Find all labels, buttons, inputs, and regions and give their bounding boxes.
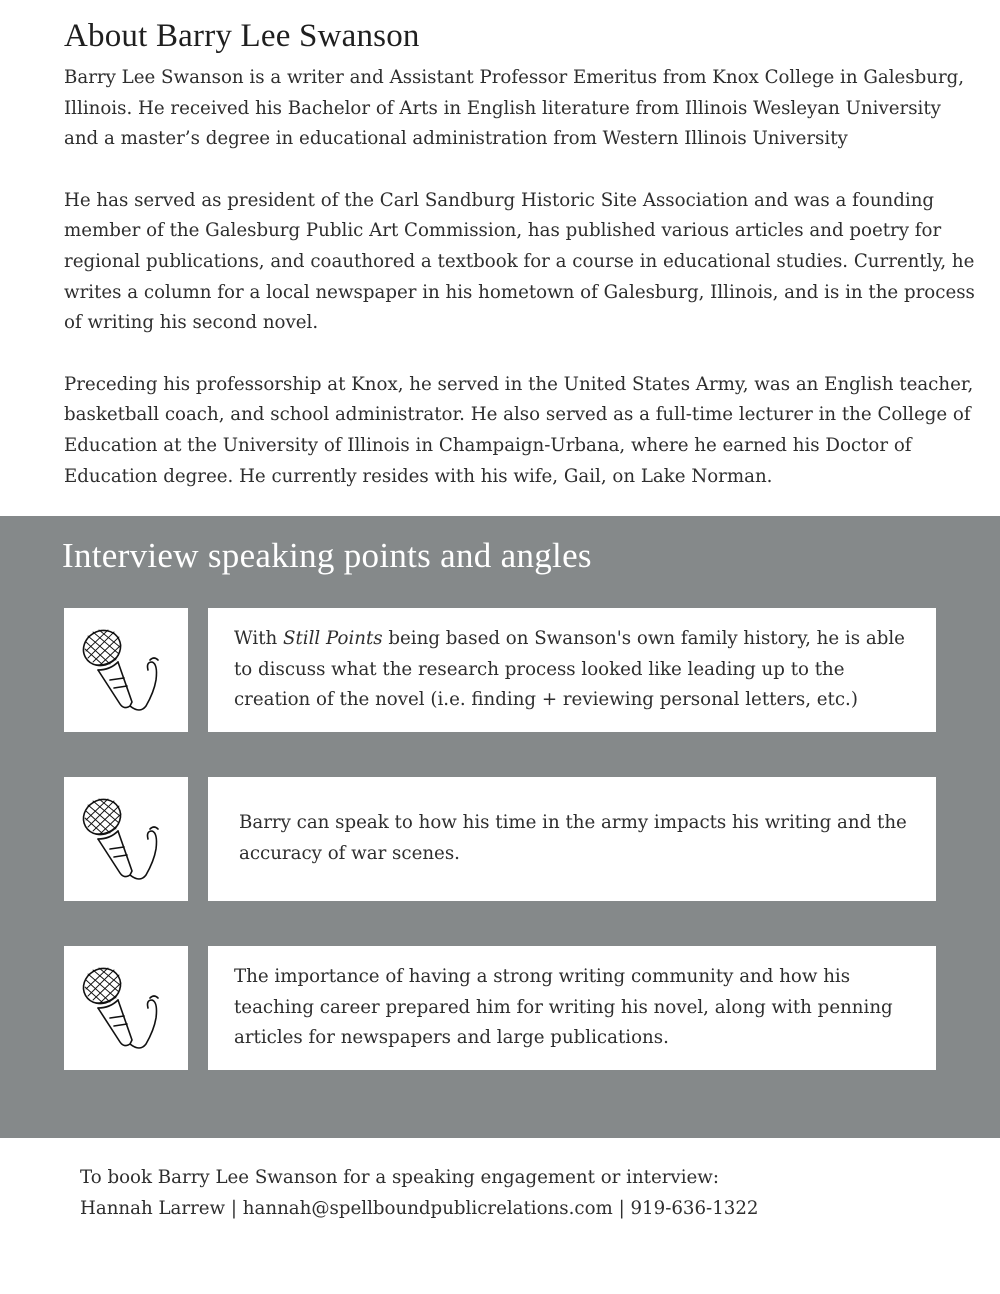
speaking-point-3 [208, 946, 936, 1070]
microphone-icon [74, 618, 178, 722]
about-paragraph-2: He has served as president of the Carl Sandburg Historic Site Association and was a founding member of the Galesburg Public Art Commission, has published various articles and poetry for regional publications, and coauthored a textbook for a course in educational studies. Currently, he writes a column for a local newspaper in his hometown of Galesburg, Illinois, and is in the process of writing his second novel. [64, 189, 975, 334]
book-title: Still Points [283, 628, 383, 650]
about-section [64, 18, 976, 523]
speaking-point-2 [208, 777, 936, 901]
booking-prompt: To book Barry Lee Swanson for a speaking engagement or interview: [80, 1167, 719, 1188]
booking-contact: Hannah Larrew | hannah@spellboundpublicrelations.com | 919-636-1322 [80, 1197, 759, 1219]
speaking-point-1-rest: being based on Swanson's own family history, he is able to discuss what the research process looked like leading up to the creation of the novel (i.e. finding + reviewing personal letters, etc.) [234, 628, 905, 711]
about-title: About Barry Lee Swanson [64, 18, 420, 54]
about-paragraph-3: Preceding his professorship at Knox, he served in the United States Army, was an English teacher, basketball coach, and school administrator. He also served as a full-time lecturer in the College of Education at the University of Illinois in Champaign-Urbana, where he earned his Doctor of Education degree. He currently resides with his wife, Gail, on Lake Norman. [64, 373, 974, 487]
speaking-point-text-2: Barry can speak to how his time in the army impacts his writing and the accuracy of war scenes. [239, 812, 907, 864]
about-paragraph-1: Barry Lee Swanson is a writer and Assistant Professor Emeritus from Knox College in Galesburg, Illinois. He received his Bachelor of Arts in English literature from Illinois Wesleyan University and a master’s degree in educational administration from Western Illinois University [64, 67, 965, 150]
booking-footer [80, 1163, 758, 1224]
microphone-icon [74, 956, 178, 1060]
speaking-point-text-3: The importance of having a strong writing community and how his teaching career prepared him for writing his novel, along with penning articles for newspapers and large publications. [234, 966, 893, 1049]
microphone-card-3 [64, 946, 188, 1070]
speaking-point-text-1 [234, 624, 910, 716]
interview-title: Interview speaking points and angles [62, 536, 592, 575]
speaking-point-1 [208, 608, 936, 732]
microphone-icon [74, 787, 178, 891]
speaking-point-1-prefix: With [234, 628, 283, 650]
microphone-card-2 [64, 777, 188, 901]
microphone-card-1 [64, 608, 188, 732]
